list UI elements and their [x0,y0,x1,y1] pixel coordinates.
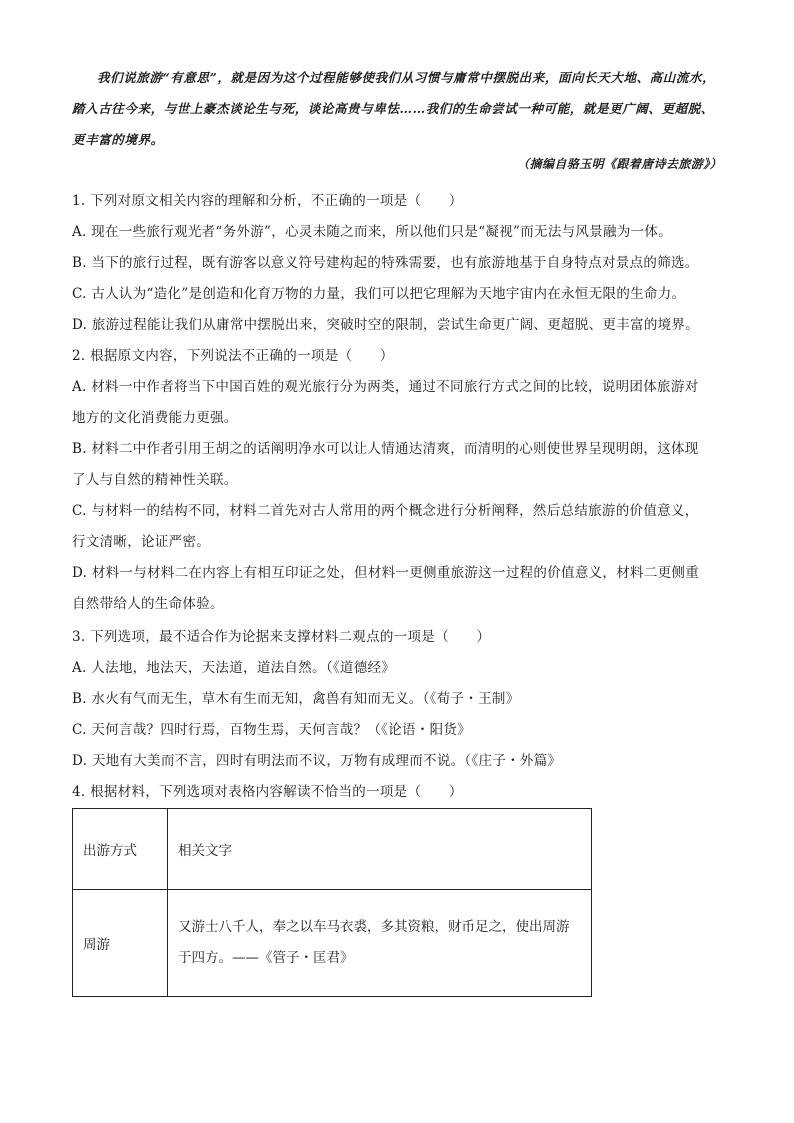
question-2-option-b[interactable] [72,434,724,496]
table-header-row [73,809,592,890]
question-1-stem: 1. 下列对原文相关内容的理解和分析，不正确的一项是（ ） [72,193,463,209]
question-2-option-a-line-1: A. 材料一中作者将当下中国百姓的观光旅行分为两类，通过不同旅行方式之间的比较，说明团体旅游对 [72,379,699,395]
table-row [73,890,592,997]
question-2-option-c[interactable] [72,496,724,558]
passage [72,62,724,155]
question-1-option-c[interactable]: C. 古人认为“造化”是创造和化育万物的力量，我们可以把它理解为天地宇宙内在永恒无限的生命力。 [72,286,686,302]
question-1-option-b[interactable]: B. 当下的旅行过程，既有游客以意义符号建构起的特殊需要，也有旅游地基于自身特点对景点的筛选。 [72,255,699,271]
question-3-option-d[interactable]: D. 天地有大美而不言，四时有明法而不议，万物有成理而不说。（《庄子・外篇》 [72,753,562,769]
question-2-option-b-line-2: 了人与自然的精神性关联。 [72,472,238,488]
question-2-option-a-line-2: 地方的文化消费能力更强。 [72,410,238,426]
question-3-stem: 3. 下列选项，最不适合作为论据来支撑材料二观点的一项是（ ） [72,629,491,645]
question-3-option-b[interactable]: B. 水火有气而无生，草木有生而无知，禽兽有知而无义。（《荀子・王制》 [72,691,520,707]
question-2-option-a[interactable] [72,372,724,434]
table-cell-method: 周游 [73,890,168,997]
table-header-text: 相关文字 [168,809,592,890]
question-3 [72,622,724,777]
question-2-stem: 2. 根据原文内容，下列说法不正确的一项是（ ） [72,348,394,364]
question-2-option-d[interactable] [72,558,724,620]
question-2-option-d-line-2: 自然带给人的生命体验。 [72,596,224,612]
question-2-option-b-line-1: B. 材料二中作者引用王胡之的话阐明净水可以让人情通达清爽，而清明的心则使世界呈现明朗，这体现 [72,441,699,457]
question-1-option-d[interactable]: D. 旅游过程能让我们从庸常中摆脱出来，突破时空的限制，尝试生命更广阔、更超脱、更丰富的境界。 [72,317,700,333]
table-cell-text [168,890,592,997]
question-3-option-a[interactable]: A. 人法地，地法天，天法道，道法自然。（《道德经》 [72,660,396,676]
question-1-option-a[interactable]: A. 现在一些旅行观光者“务外游”，心灵未随之而来，所以他们只是“凝视”而无法与风景融为一体。 [72,224,673,240]
table-header-method: 出游方式 [73,809,168,890]
question-4-stem: 4. 根据材料，下列选项对表格内容解读不恰当的一项是（ ） [72,784,463,800]
table-cell-text-line-1: 又游士八千人，奉之以车马衣裘，多其资粮，财币足之，使出周游 [178,919,570,935]
table-cell-text-line-2: 于四方。——《管子・匡君》 [178,950,354,966]
passage-text: 我们说旅游“有意思”，就是因为这个过程能够使我们从习惯与庸常中摆脱出来，面向长天大地、高山流水，踏入古往今来，与世上豪杰谈论生与死，谈论高贵与卑怯……我们的生命尝试一种可能，就是更广阔、更超脱、更丰富的境界。 [72,70,716,147]
question-1 [72,186,724,341]
question-2-option-c-line-2: 行文清晰，论证严密。 [72,534,210,550]
question-2-option-c-line-1: C. 与材料一的结构不同，材料二首先对古人常用的两个概念进行分析阐释，然后总结旅游的价值意义， [72,503,699,519]
question-2 [72,341,724,620]
passage-source: （摘编自骆玉明《跟着唐诗去旅游》） [517,157,722,171]
question-4-table [72,808,592,997]
question-4 [72,777,724,808]
question-2-option-d-line-1: D. 材料一与材料二在内容上有相互印证之处，但材料一更侧重旅游这一过程的价值意义，材料二更侧重 [72,565,700,581]
question-3-option-c[interactable]: C. 天何言哉？四时行焉，百物生焉，天何言哉？（《论语・阳货》 [72,722,471,738]
